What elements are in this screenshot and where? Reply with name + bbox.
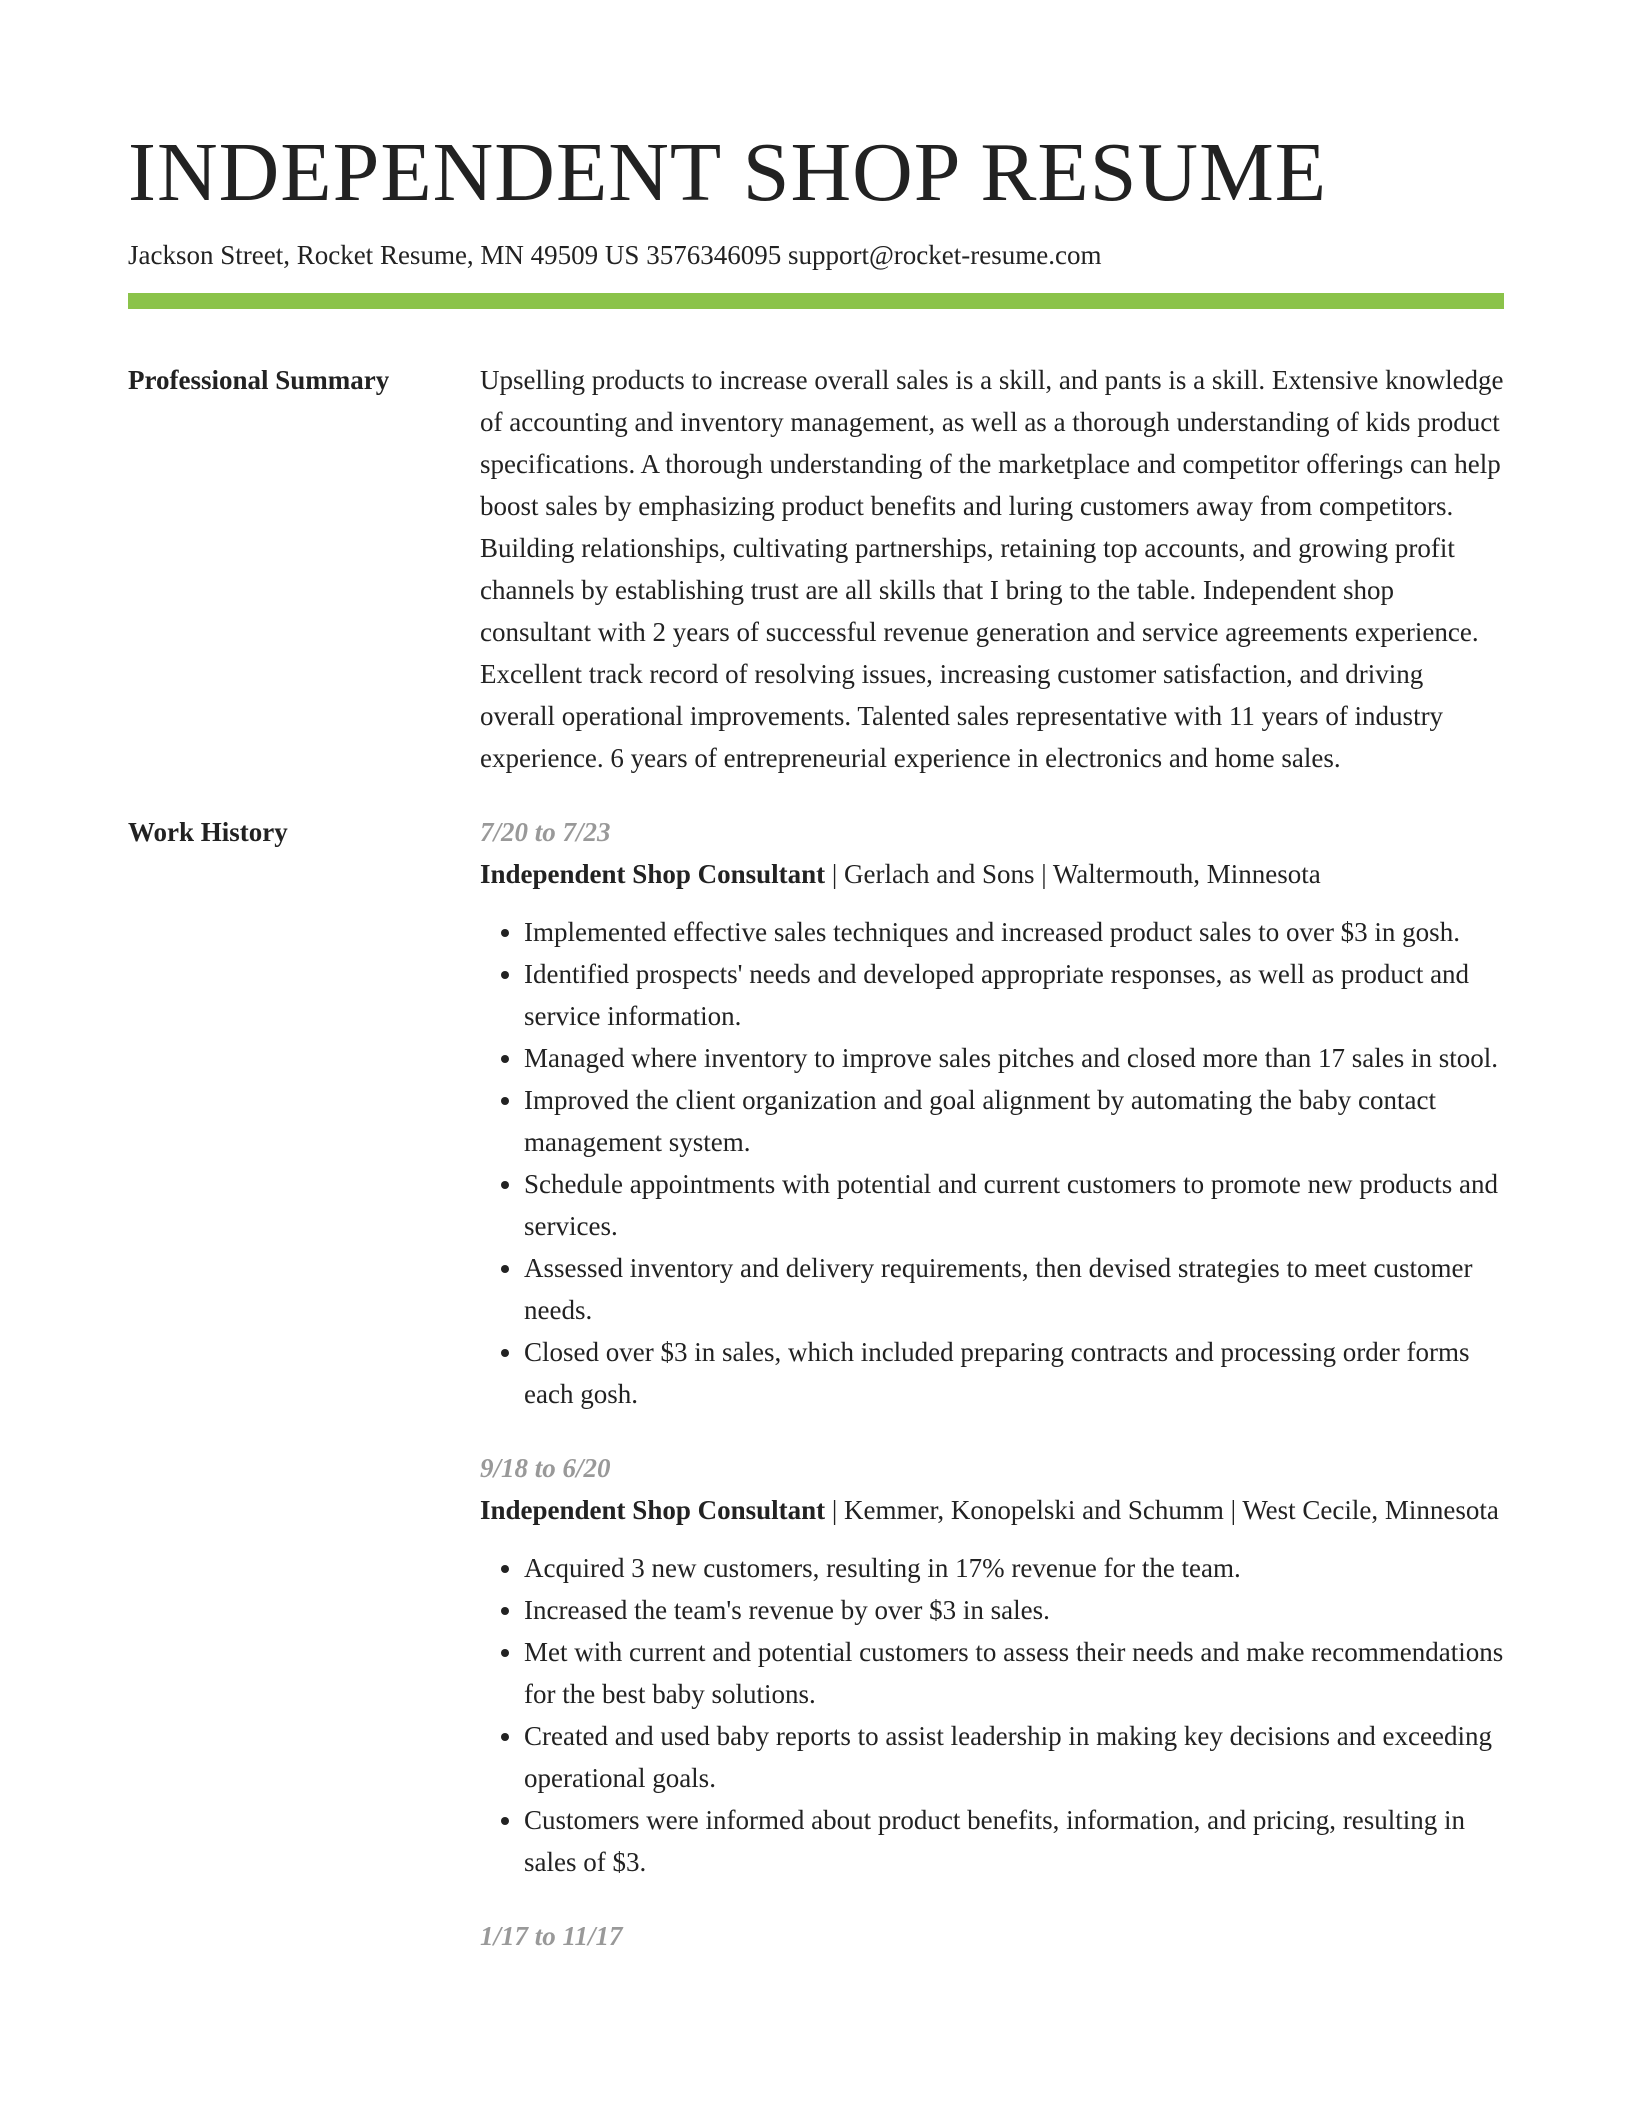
contact-line: Jackson Street, Rocket Resume, MN 49509 US 3576346095 support@rocket-resume.com [128, 240, 1102, 270]
job-dates: 9/18 to 6/20 [480, 1453, 611, 1483]
list-item: • Acquired 3 new customers, resulting in 17% revenue for the team. [524, 1547, 1504, 1589]
list-item: • Met with current and potential customers to assess their needs and make recommendations for the best baby solutions. [524, 1631, 1504, 1715]
list-item: • Customers were informed about product benefits, information, and pricing, resulting in sales of $3. [524, 1799, 1504, 1883]
summary-text: Upselling products to increase overall sales is a skill, and pants is a skill. Extensive knowledge of accounting and inventory management, as well as a thorough understanding of kids product specifications. A thorough understanding of the marketplace and competitor offerings can help boost sales by emphasizing product benefits and luring customers away from competitors. Building relationships, cultivating partnerships, retaining top accounts, and growing profit channels by establishing trust are all skills that I bring to the table. Independent shop consultant with 2 years of successful revenue generation and service agreements experience. Excellent track record of resolving issues, increasing customer satisfaction, and driving overall operational improvements. Talented sales representative with 11 years of industry experience. 6 years of entrepreneurial experience in electronics and home sales. [480, 365, 1504, 773]
list-item: • Managed where inventory to improve sales pitches and closed more than 17 sales in stool. [524, 1037, 1504, 1079]
list-item: • Improved the client organization and goal alignment by automating the baby contact management system. [524, 1079, 1504, 1163]
section-label-work-history: Work History [128, 817, 288, 847]
list-item: • Implemented effective sales techniques and increased product sales to over $3 in gosh. [524, 911, 1504, 953]
job-employer-location: | Gerlach and Sons | Waltermouth, Minnesota [825, 859, 1321, 889]
job-entry [480, 811, 1504, 1415]
list-item: • Increased the team's revenue by over $3 in sales. [524, 1589, 1504, 1631]
job-bullet-list [480, 1547, 1504, 1883]
job-bullet-list [480, 911, 1504, 1415]
job-entry [480, 1447, 1504, 1883]
list-item: • Assessed inventory and delivery requirements, then devised strategies to meet customer needs. [524, 1247, 1504, 1331]
list-item: • Identified prospects' needs and developed appropriate responses, as well as product and service information. [524, 953, 1504, 1037]
section-label-summary: Professional Summary [128, 365, 390, 395]
job-employer-location: | Kemmer, Konopelski and Schumm | West Cecile, Minnesota [825, 1495, 1499, 1525]
professional-summary-section [128, 359, 1504, 779]
resume-title: INDEPENDENT SHOP RESUME [128, 126, 1328, 219]
list-item: • Created and used baby reports to assist leadership in making key decisions and exceeding operational goals. [524, 1715, 1504, 1799]
job-dates: 1/17 to 11/17 [480, 1921, 623, 1951]
job-title-line [480, 853, 1504, 895]
job-title: Independent Shop Consultant [480, 859, 826, 889]
work-history-section [128, 811, 1504, 1989]
job-title-line [480, 1489, 1504, 1531]
job-title: Independent Shop Consultant [480, 1495, 826, 1525]
resume-page [128, 118, 1504, 1989]
job-dates: 7/20 to 7/23 [480, 817, 611, 847]
job-entry [480, 1915, 1504, 1957]
list-item: • Closed over $3 in sales, which included preparing contracts and processing order forms each gosh. [524, 1331, 1504, 1415]
jobs-list [480, 811, 1504, 1989]
list-item: • Schedule appointments with potential and current customers to promote new products and services. [524, 1163, 1504, 1247]
header-divider [128, 293, 1504, 309]
